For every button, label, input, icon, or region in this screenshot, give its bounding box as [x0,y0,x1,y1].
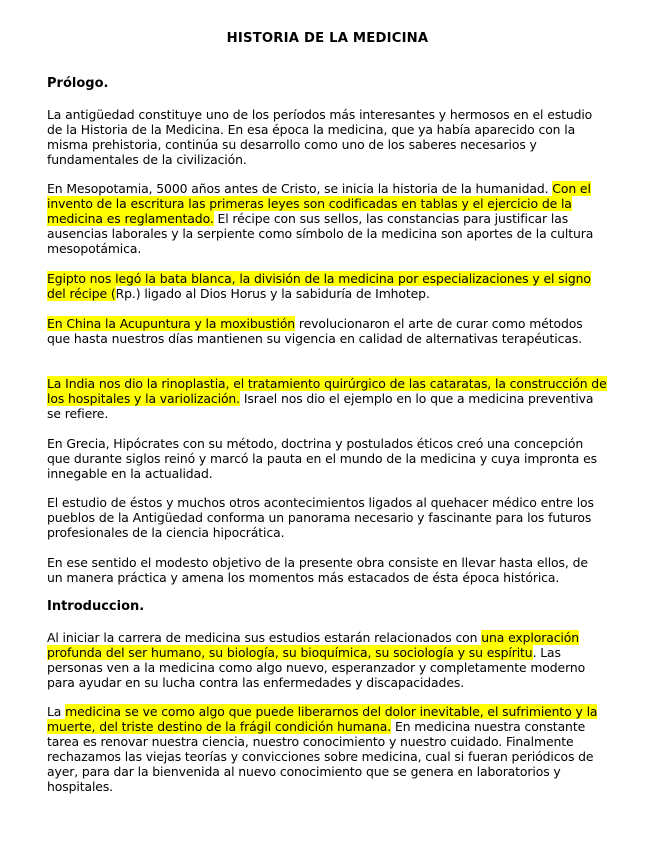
highlighted-text: En China la Acupuntura y la moxibustión [47,316,296,331]
prologue-paragraph-1: La antigüedad constituye uno de los períodos más interesantes y hermosos en el estudio de la Historia de la Medicina. En esa época la medicina, que ya había aparecido con la misma prehistoria, continúa su desarrollo como uno de los saberes necesarios y fundamentales de la civilización. [47,107,593,167]
highlighted-text: Egipto nos legó la bata blanca, la división de la medicina por especializaciones y el signo del récipe ( [47,271,591,301]
prologue-paragraph-8: En ese sentido el modesto objetivo de la presente obra consiste en llevar hasta ellos, de un manera práctica y amena los momentos más estacados de ésta época histórica. [47,555,588,585]
prologue-heading: Prólogo. [47,76,109,91]
prologue-paragraph-7: El estudio de éstos y muchos otros acontecimientos ligados al quehacer médico entre los pueblos de la Antigüedad conforma un panorama necesario y fascinante para los futuros profesionales de la ciencia hipocrática. [47,495,594,540]
highlighted-text: medicina se ve como algo que puede liberarnos del dolor inevitable, el sufrimiento y la muerte, del triste destino de la frágil condición humana. [47,704,598,734]
paragraph-text: La [47,704,66,719]
paragraph-text: Al iniciar la carrera de medicina sus estudios estarán relacionados con [47,630,482,645]
paragraph-text: El récipe con sus sellos, las constancias para justificar las ausencias laborales y la serpiente como símbolo de la medicina son aportes de la cultura mesopotámica. [47,211,594,256]
prologue-paragraph-4 [47,316,607,346]
prologue-paragraph-6: En Grecia, Hipócrates con su método, doctrina y postulados éticos creó una concepción que durante siglos reinó y marcó la pauta en el mundo de la medicina y cuya impronta es innegable en la actualidad. [47,436,597,481]
introduction-paragraph-2 [47,704,607,794]
paragraph-text: Israel nos dio el ejemplo en lo que a medicina preventiva se refiere. [47,391,594,421]
introduction-paragraph-1 [47,630,607,690]
introduction-heading: Introduccion. [47,599,145,614]
prologue-paragraph-5 [47,376,607,421]
highlighted-text: Con el invento de la escritura las primeras leyes son codificadas en tablas y el ejercicio de la medicina es reglamentado. [47,181,591,226]
paragraph-text: En Mesopotamia, 5000 años antes de Cristo, se inicia la historia de la humanidad. [47,181,553,196]
prologue-paragraph-2 [47,181,607,256]
document-title: HISTORIA DE LA MEDICINA [226,31,429,46]
highlighted-text: La India nos dio la rinoplastia, el tratamiento quirúrgico de las cataratas, la construcción de los hospitales y la variolización. [47,376,607,406]
highlighted-text: una exploración profunda del ser humano, su biología, su bioquímica, su sociología y su espíritu [47,630,579,660]
prologue-paragraph-3 [47,271,607,301]
paragraph-text: Rp.) ligado al Dios Horus y la sabiduría de Imhotep. [115,286,430,301]
paragraph-text: En medicina nuestra constante tarea es renovar nuestra ciencia, nuestro conocimiento y nuestro cuidado. Finalmente rechazamos las viejas teorías y convicciones sobre medicina, cual si fueran periódicos de ayer, para dar la bienvenida al nuevo conocimiento que se genera en laboratorios y hospitales. [47,719,594,794]
paragraph-text: revolucionaron el arte de curar como métodos que hasta nuestros días mantienen su vigencia en calidad de alternativas terapéuticas. [47,316,583,346]
paragraph-text: . Las personas ven a la medicina como algo nuevo, esperanzador y completamente moderno para ayudar en su lucha contra las enfermedades y discapacidades. [47,645,586,690]
